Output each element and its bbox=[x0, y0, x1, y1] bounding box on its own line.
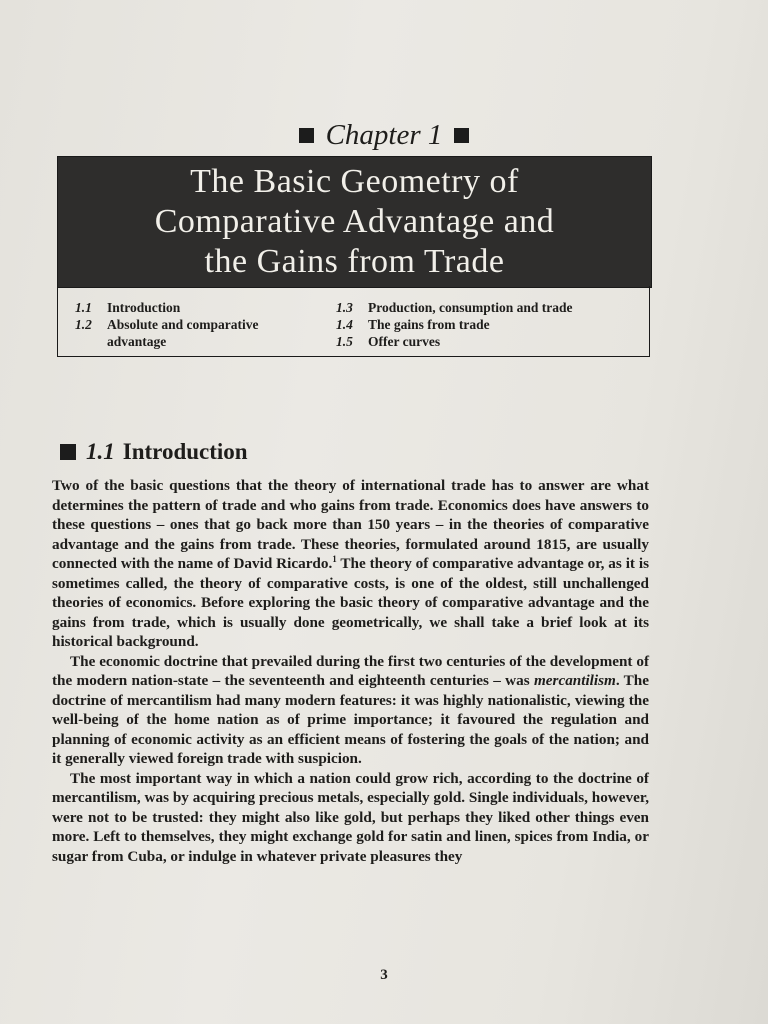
chapter-heading bbox=[0, 116, 768, 154]
contents-item bbox=[336, 299, 636, 316]
paragraph-text: Two of the basic questions that the theory of international trade has to answer are what determines the pattern of trade and who gains from trade. Economics does have answers to these questions – ones that go back more than 150 years – in the theories of comparative advantage and the gains from trade. These theories, formulated around 1815, are usually connected with the name of David Ricardo. bbox=[52, 477, 649, 572]
chapter-title-box bbox=[57, 156, 652, 288]
paragraph-text: . The doctrine of mercantilism had many modern features: it was highly nationalistic, viewing the well-being of the home nation as of prime importance; it favoured the regulation and planning of economic activity as an efficient means of fostering the goals of the nation; and it generally viewed foreign trade with suspicion. bbox=[52, 672, 649, 767]
contents-item bbox=[336, 316, 636, 333]
section-title: Introduction bbox=[122, 439, 248, 464]
chapter-title-line: the Gains from Trade bbox=[204, 243, 505, 280]
contents-item bbox=[336, 333, 636, 350]
paragraph bbox=[52, 476, 649, 652]
square-bullet-icon bbox=[299, 128, 314, 143]
contents-item-label: Absolute and comparative advantage bbox=[107, 317, 259, 349]
footnote-marker: 1 bbox=[332, 553, 337, 564]
contents-item-number: 1.4 bbox=[336, 317, 353, 332]
square-bullet-icon bbox=[454, 128, 469, 143]
contents-item-label: The gains from trade bbox=[368, 317, 490, 332]
emphasis-term: mercantilism bbox=[533, 672, 616, 689]
page-number: 3 bbox=[380, 967, 388, 983]
paragraph-text: The economic doctrine that prevailed during the first two centuries of the development of the modern nation-state – the seventeenth and eighteenth centuries – was bbox=[52, 652, 649, 689]
chapter-contents bbox=[57, 286, 650, 357]
square-bullet-icon bbox=[60, 444, 76, 460]
contents-item-number: 1.5 bbox=[336, 334, 353, 349]
paragraph: The most important way in which a nation could grow rich, according to the doctrine of mercantilism, was by acquiring precious metals, especially gold. Single individuals, however, were not to be trusted: they might also like gold, but perhaps they liked other things even more. Left to themselves, they might exchange gold for satin and linen, spices from India, or sugar from Cuba, or indulge in whatever private pleasures they bbox=[52, 769, 649, 865]
contents-item-number: 1.2 bbox=[75, 317, 92, 332]
contents-item bbox=[75, 299, 315, 316]
paragraph-text: The theory of comparative advantage or, as it is sometimes called, the theory of comparative costs, is one of the oldest, still unchallenged theories of economics. Before exploring the basic theory of comparative advantage and the gains from trade, which is usually done geometrically, we shall take a brief look at its historical background. bbox=[52, 555, 649, 650]
chapter-title-line: The Basic Geometry of bbox=[190, 163, 519, 200]
contents-item-label: Production, consumption and trade bbox=[368, 300, 573, 315]
chapter-title-line: Comparative Advantage and bbox=[154, 203, 555, 240]
contents-item bbox=[75, 316, 315, 350]
contents-column-right bbox=[336, 299, 636, 350]
section-number: 1.1 bbox=[86, 439, 115, 464]
contents-column-left bbox=[75, 299, 315, 350]
section-heading bbox=[60, 437, 248, 467]
body-text bbox=[52, 476, 649, 866]
chapter-label: Chapter 1 bbox=[325, 119, 443, 151]
contents-item-number: 1.1 bbox=[75, 300, 92, 315]
contents-item-label: Offer curves bbox=[368, 334, 441, 349]
contents-item-label: Introduction bbox=[107, 300, 181, 315]
paragraph bbox=[52, 652, 649, 769]
contents-item-number: 1.3 bbox=[336, 300, 353, 315]
